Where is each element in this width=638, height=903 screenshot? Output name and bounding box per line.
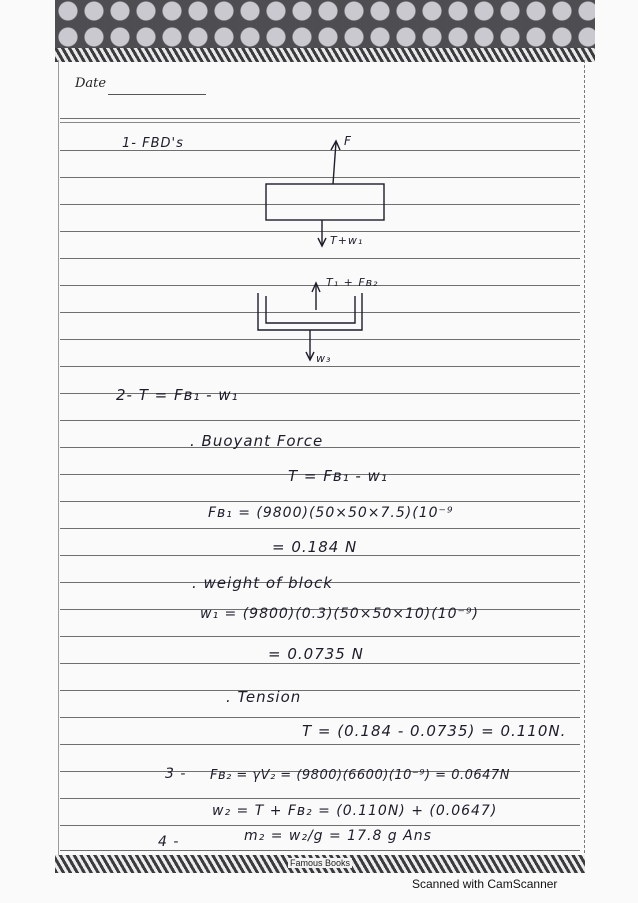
force-t1-fb2-label: T₁ + Fʙ₂	[326, 276, 379, 289]
question-4-label: 4 -	[158, 834, 180, 850]
buoyant-force-equation: T = Fʙ₁ - w₁	[288, 467, 388, 485]
w1-result: = 0.0735 N	[268, 645, 364, 663]
force-f-arrow	[333, 142, 336, 184]
m2-equation: m₂ = w₂/g = 17.8 g Ans	[244, 828, 432, 844]
question-1-label: 1- FBD's	[122, 136, 184, 151]
weight-of-block-heading: . weight of block	[192, 574, 333, 592]
fb1-result: = 0.184 N	[272, 538, 358, 556]
date-label: Date	[75, 76, 107, 91]
brand-label: Famous Books	[290, 858, 351, 868]
block-1-sketch	[266, 184, 384, 220]
question-3-label: 3 -	[165, 766, 187, 782]
fb2-equation: Fʙ₂ = γV₂ = (9800)(6600)(10⁻⁹) = 0.0647N	[210, 768, 510, 783]
force-w3-label: w₃	[316, 352, 332, 365]
question-2-equation: 2- T = Fʙ₁ - w₁	[116, 386, 239, 404]
tension-equation: T = (0.184 - 0.0735) = 0.110N.	[302, 722, 567, 740]
w2-equation: w₂ = T + Fʙ₂ = (0.110N) + (0.0647)	[212, 803, 498, 819]
force-f-label: F	[344, 134, 352, 148]
buoyant-force-heading: . Buoyant Force	[190, 432, 324, 450]
container-outer-sketch	[258, 293, 362, 330]
tension-heading: . Tension	[226, 688, 302, 706]
force-t-w1-label: T+w₁	[330, 234, 364, 247]
container-inner-sketch	[266, 296, 355, 323]
w1-calculation: w₁ = (9800)(0.3)(50×50×10)(10⁻⁹)	[200, 606, 480, 622]
fb1-calculation: Fʙ₁ = (9800)(50×50×7.5)(10⁻⁹	[208, 505, 454, 521]
scanner-watermark: Scanned with CamScanner	[412, 877, 558, 891]
